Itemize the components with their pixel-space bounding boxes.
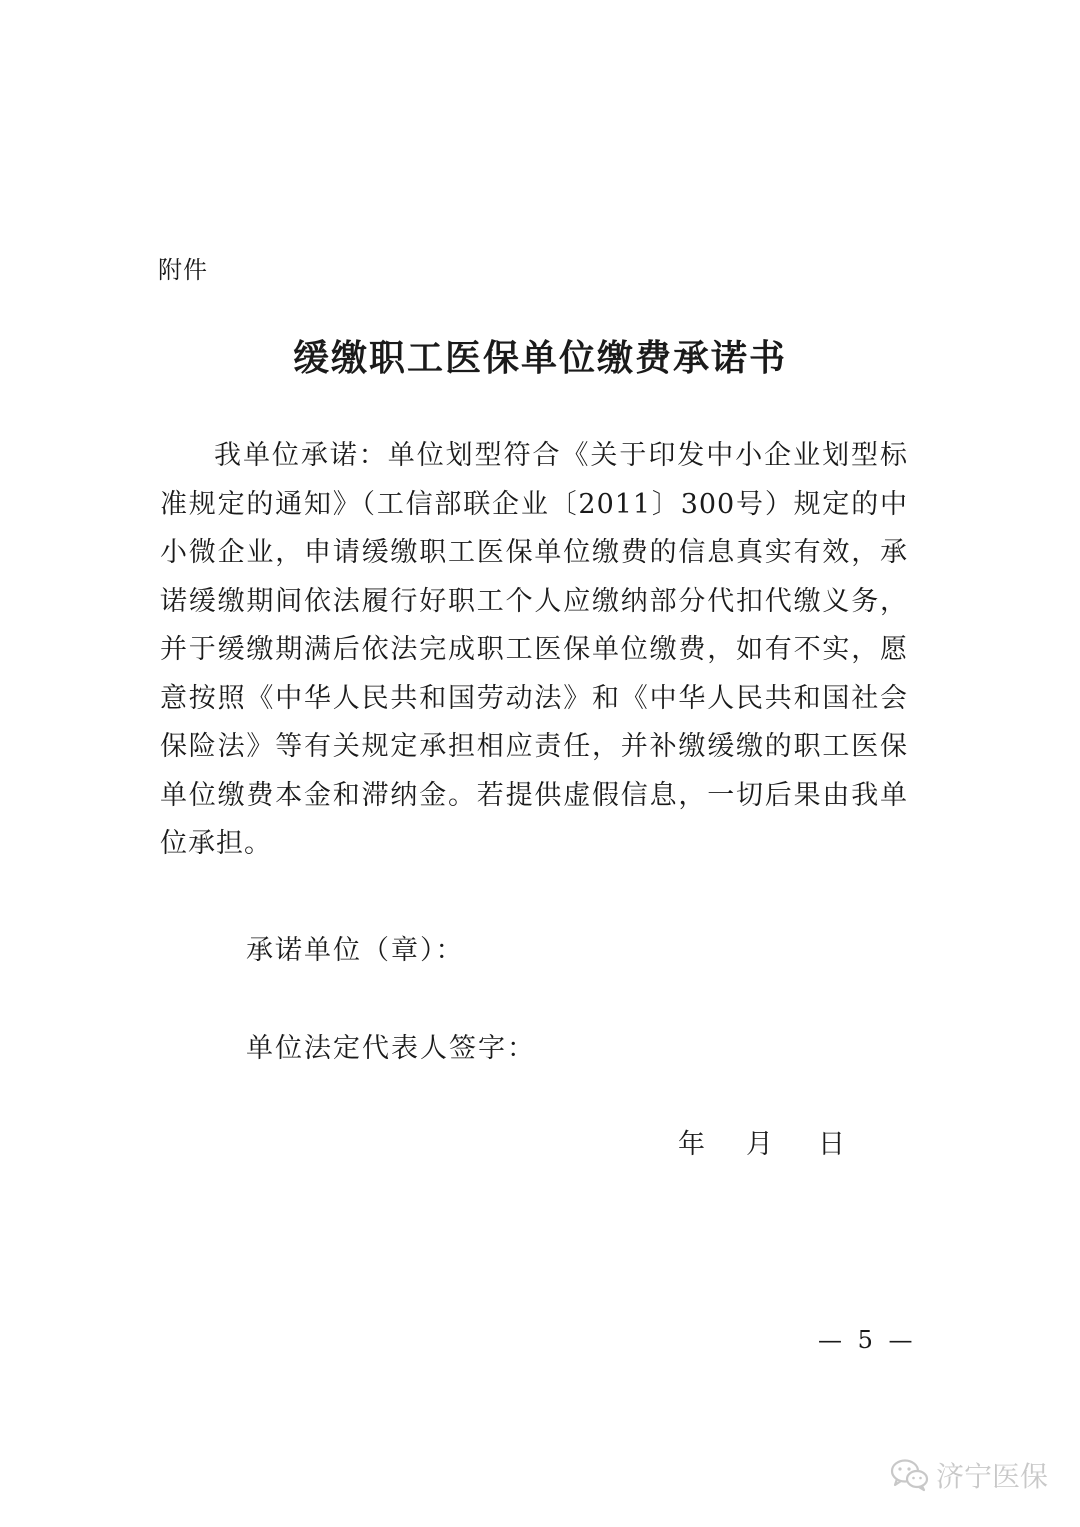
page-number: — 5 — xyxy=(818,1326,917,1354)
date-day-label: 日 xyxy=(818,1129,845,1160)
date-year-label: 年 xyxy=(678,1129,705,1160)
attachment-label: 附件 xyxy=(158,256,208,284)
date-month-label: 月 xyxy=(746,1129,773,1160)
date-line xyxy=(678,1122,845,1161)
signature-representative-label: 单位法定代表人签字： xyxy=(246,1033,536,1064)
watermark xyxy=(890,1455,1048,1495)
wechat-logo-icon xyxy=(890,1458,930,1492)
signature-unit-label: 承诺单位（章）： xyxy=(246,935,465,966)
document-title: 缓缴职工医保单位缴费承诺书 xyxy=(292,337,787,379)
commitment-body: 我单位承诺：单位划型符合《关于印发中小企业划型标准规定的通知》（工信部联企业〔2011〕300号）规定的中小微企业，申请缓缴职工医保单位缴费的信息真实有效，承诺缓缴期间依法履行好职工个人应缴纳部分代扣代缴义务，并于缓缴期满后依法完成职工医保单位缴费，如有不实，愿意按照《中华人民共和国劳动法》和《中华人民共和国社会保险法》等有关规定承担相应责任，并补缴缓缴的职工医保单位缴费本金和滞纳金。若提供虚假信息，一切后果由我单位承担。 xyxy=(160,440,908,859)
watermark-text: 济宁医保 xyxy=(936,1460,1049,1493)
